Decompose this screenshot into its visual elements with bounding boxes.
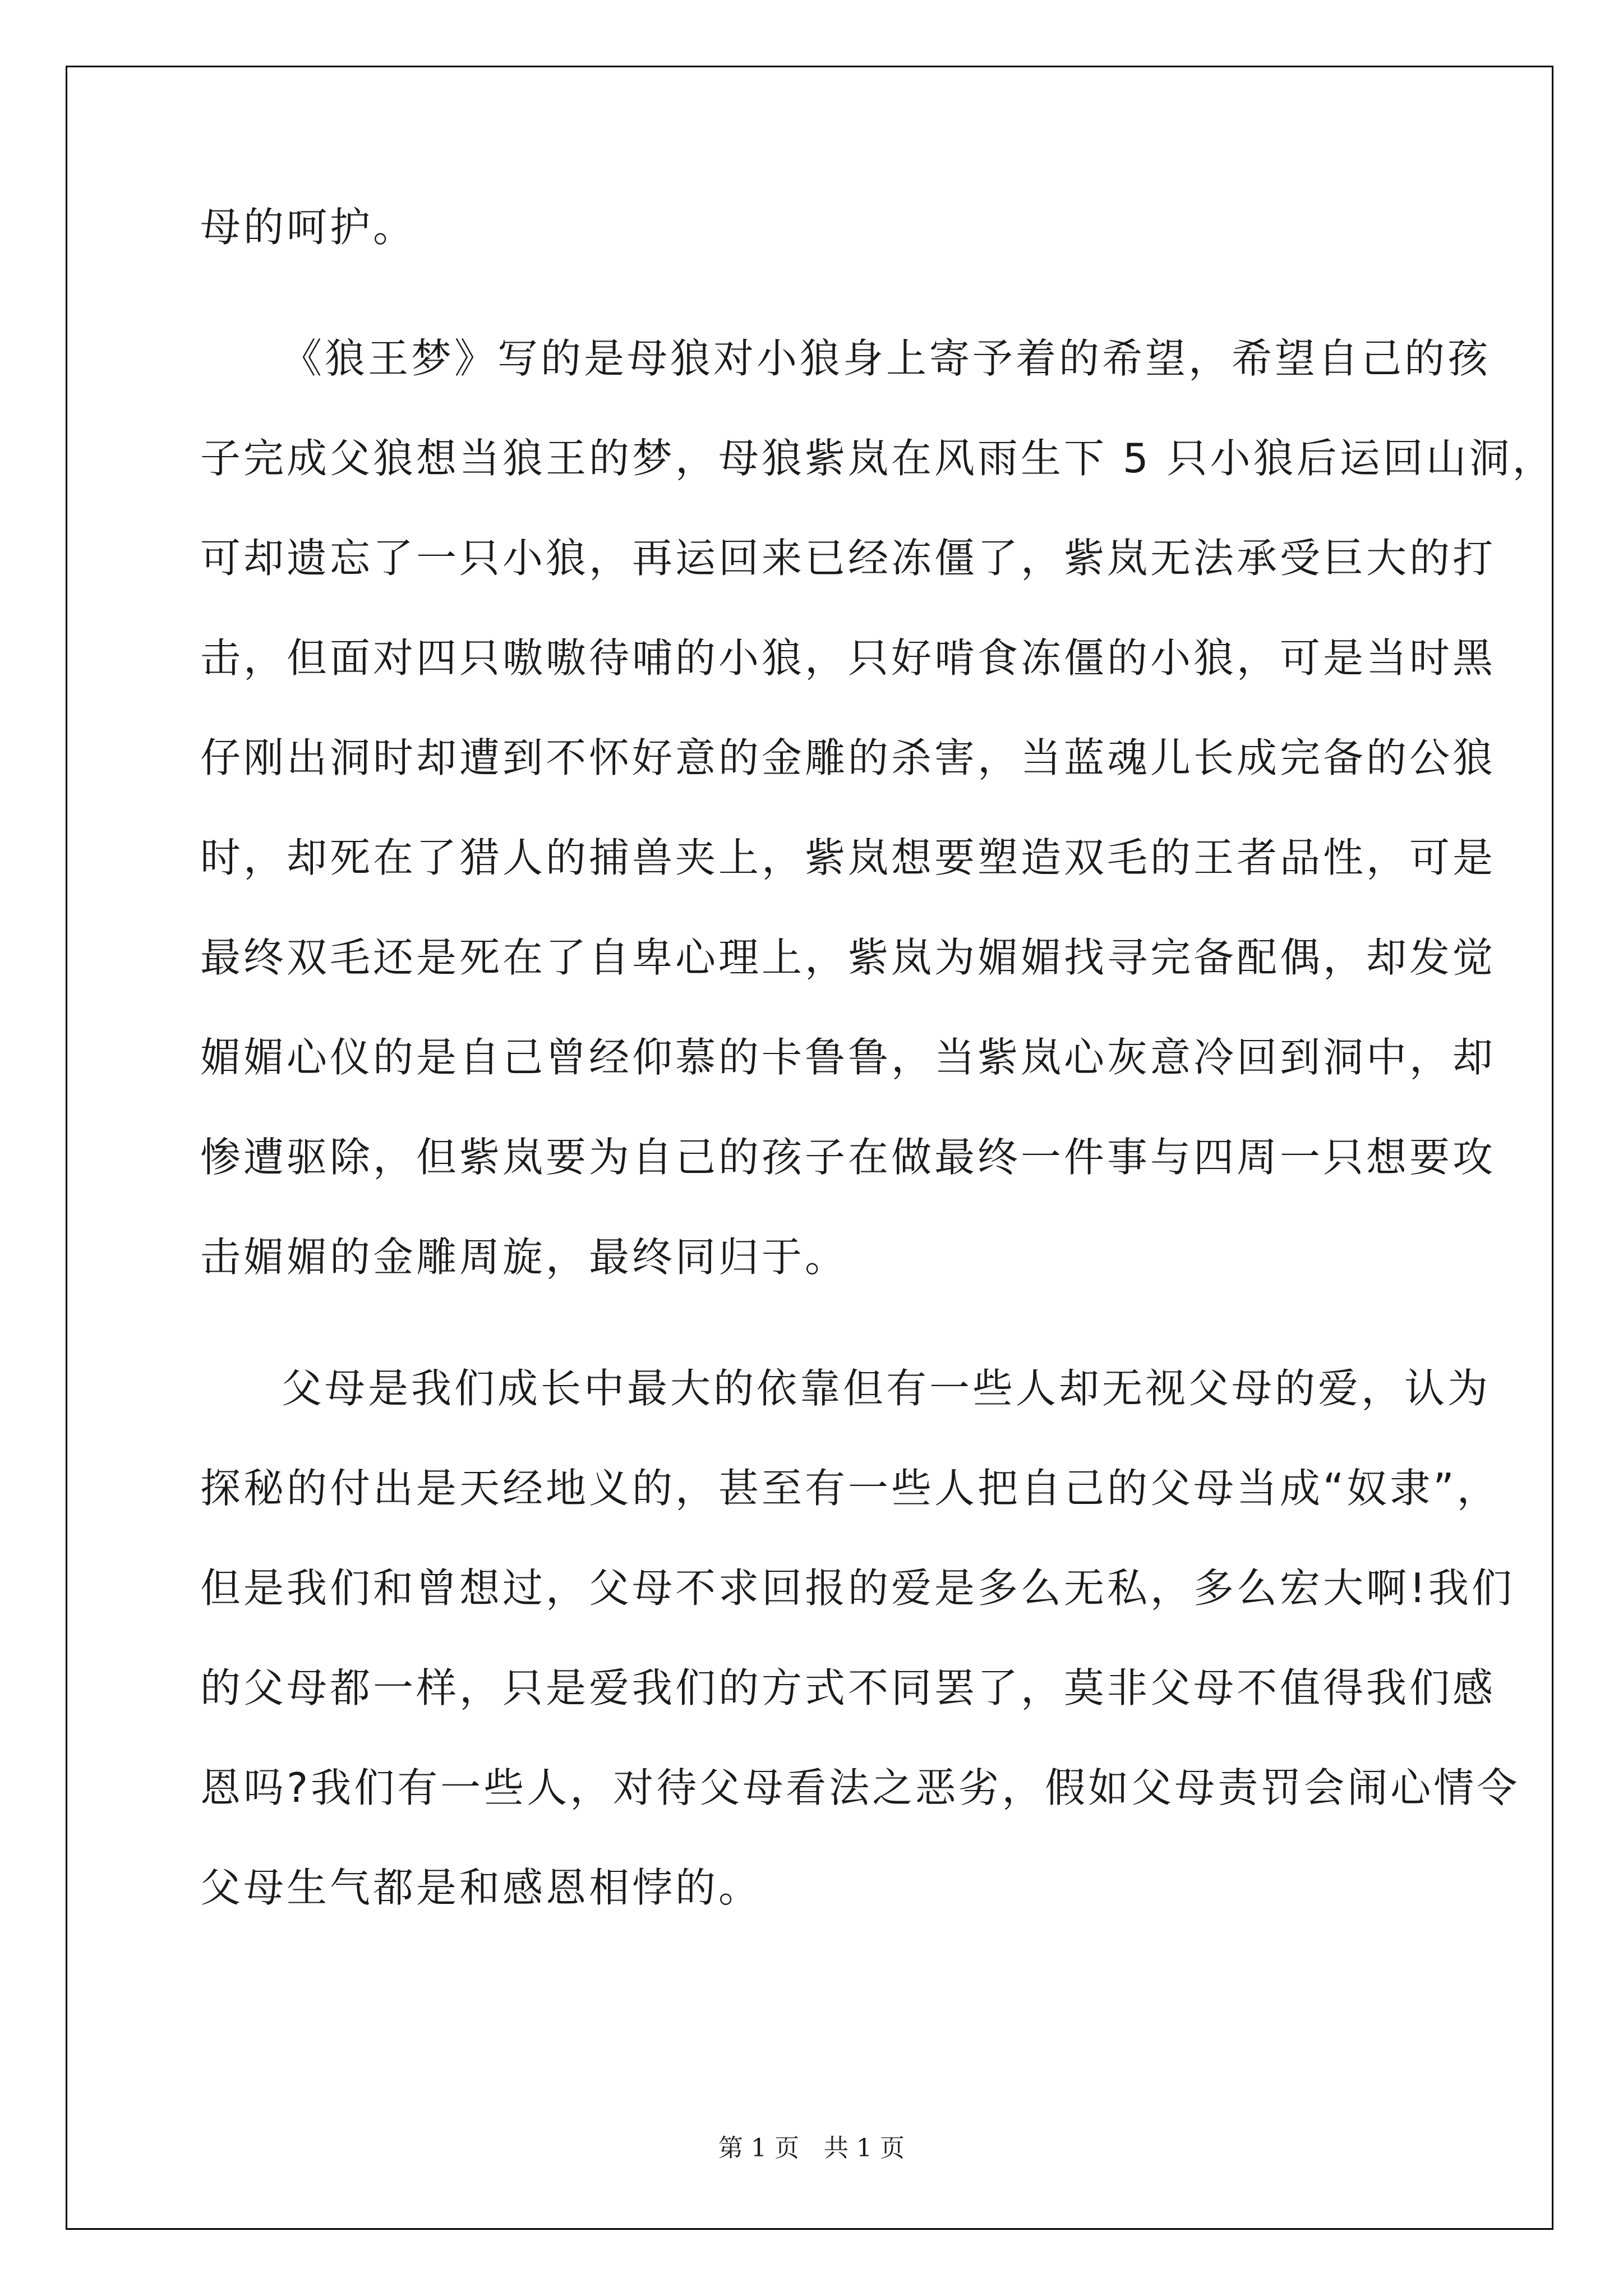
text-line: 的父母都一样，只是爱我们的方式不同罢了，莫非父母不值得我们感 bbox=[200, 1664, 1496, 1711]
text-line: 击，但面对四只嗷嗷待哺的小狼，只好啃食冻僵的小狼，可是当时黑 bbox=[200, 634, 1496, 682]
page-footer bbox=[0, 2132, 1623, 2165]
text-line: 但是我们和曾想过，父母不求回报的爱是多么无私，多么宏大啊!我们 bbox=[200, 1565, 1515, 1612]
text-line: 父母生气都是和感恩相悖的。 bbox=[200, 1864, 762, 1911]
paragraph-first-line: 父母是我们成长中最大的依靠但有一些人却无视父母的爱，认为 bbox=[282, 1365, 1491, 1412]
text-line: 时，却死在了猎人的捕兽夹上，紫岚想要塑造双毛的王者品性，可是 bbox=[200, 834, 1496, 881]
paragraph-first-line: 《狼王梦》写的是母狼对小狼身上寄予着的希望，希望自己的孩 bbox=[282, 335, 1491, 382]
text-line: 最终双毛还是死在了自卑心理上，紫岚为媚媚找寻完备配偶，却发觉 bbox=[200, 934, 1496, 981]
text-line: 仔刚出洞时却遭到不怀好意的金雕的杀害，当蓝魂儿长成完备的公狼 bbox=[200, 734, 1496, 781]
text-line: 母的呵护。 bbox=[200, 204, 417, 251]
text-line: 击媚媚的金雕周旋，最终同归于。 bbox=[200, 1234, 849, 1281]
text-line: 惨遭驱除，但紫岚要为自己的孩子在做最终一件事与四周一只想要攻 bbox=[200, 1134, 1496, 1181]
text-line: 恩吗?我们有一些人，对待父母看法之恶劣，假如父母责罚会闹心情令 bbox=[200, 1764, 1520, 1811]
text-line: 可却遗忘了一只小狼，再运回来已经冻僵了，紫岚无法承受巨大的打 bbox=[200, 535, 1496, 582]
text-line: 探秘的付出是天经地义的，甚至有一些人把自己的父母当成“奴隶”， bbox=[200, 1465, 1500, 1512]
text-line: 子完成父狼想当狼王的梦，母狼紫岚在风雨生下 5 只小狼后运回山洞， bbox=[200, 435, 1556, 482]
page-number-label: 第 1 页 共 1 页 bbox=[718, 2134, 905, 2162]
text-line: 媚媚心仪的是自己曾经仰慕的卡鲁鲁，当紫岚心灰意冷回到洞中，却 bbox=[200, 1034, 1496, 1081]
